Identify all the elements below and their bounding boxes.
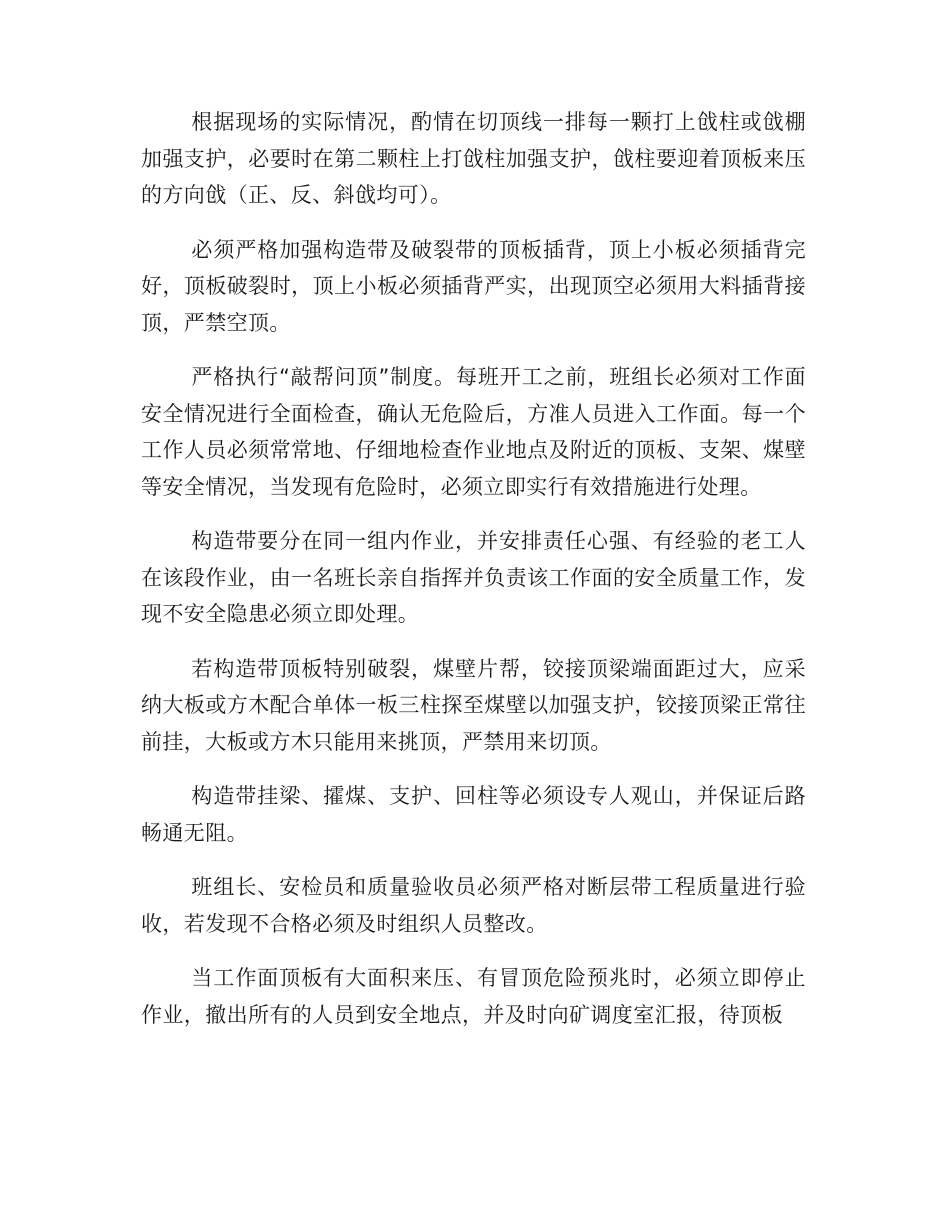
paragraph-1: 根据现场的实际情况，酌情在切顶线一排每一颗打上戗柱或戗棚加强支护，必要时在第二颗柱上打戗柱加强支护，戗柱要迎着顶板来压的方向戗（正、反、斜戗均可）。 bbox=[141, 110, 806, 207]
paragraph-7: 班组长、安检员和质量验收员必须严格对断层带工程质量进行验收，若发现不合格必须及时组织人员整改。 bbox=[141, 875, 806, 936]
document-body bbox=[141, 104, 806, 1051]
paragraph-6: 构造带挂梁、攉煤、支护、回柱等必须设专人观山，并保证后路畅通无阻。 bbox=[141, 784, 806, 845]
paragraph-2: 必须严格加强构造带及破裂带的顶板插背，顶上小板必须插背完好，顶板破裂时，顶上小板必须插背严实，出现顶空必须用大料插背接顶，严禁空顶。 bbox=[141, 237, 806, 335]
paragraph-3: 严格执行“敲帮问顶”制度。每班开工之前，班组长必须对工作面安全情况进行全面检查，确认无危险后，方准人员进入工作面。每一个工作人员必须常常地、仔细地检查作业地点及附近的顶板、支架、煤壁等安全情况，当发现有危险时，必须立即实行有效措施进行处理。 bbox=[141, 365, 806, 499]
paragraph-4: 构造带要分在同一组内作业，并安排责任心强、有经验的老工人在该段作业，由一名班长亲自指挥并负责该工作面的安全质量工作，发现不安全隐患必须立即处理。 bbox=[141, 529, 806, 626]
paragraph-5: 若构造带顶板特别破裂，煤壁片帮，铰接顶梁端面距过大，应采纳大板或方木配合单体一板三柱探至煤壁以加强支护，铰接顶梁正常往前挂，大板或方木只能用来挑顶，严禁用来切顶。 bbox=[141, 656, 806, 754]
paragraph-8: 当工作面顶板有大面积来压、有冒顶危险预兆时，必须立即停止作业，撤出所有的人员到安全地点，并及时向矿调度室汇报，待顶板 bbox=[141, 966, 806, 1027]
